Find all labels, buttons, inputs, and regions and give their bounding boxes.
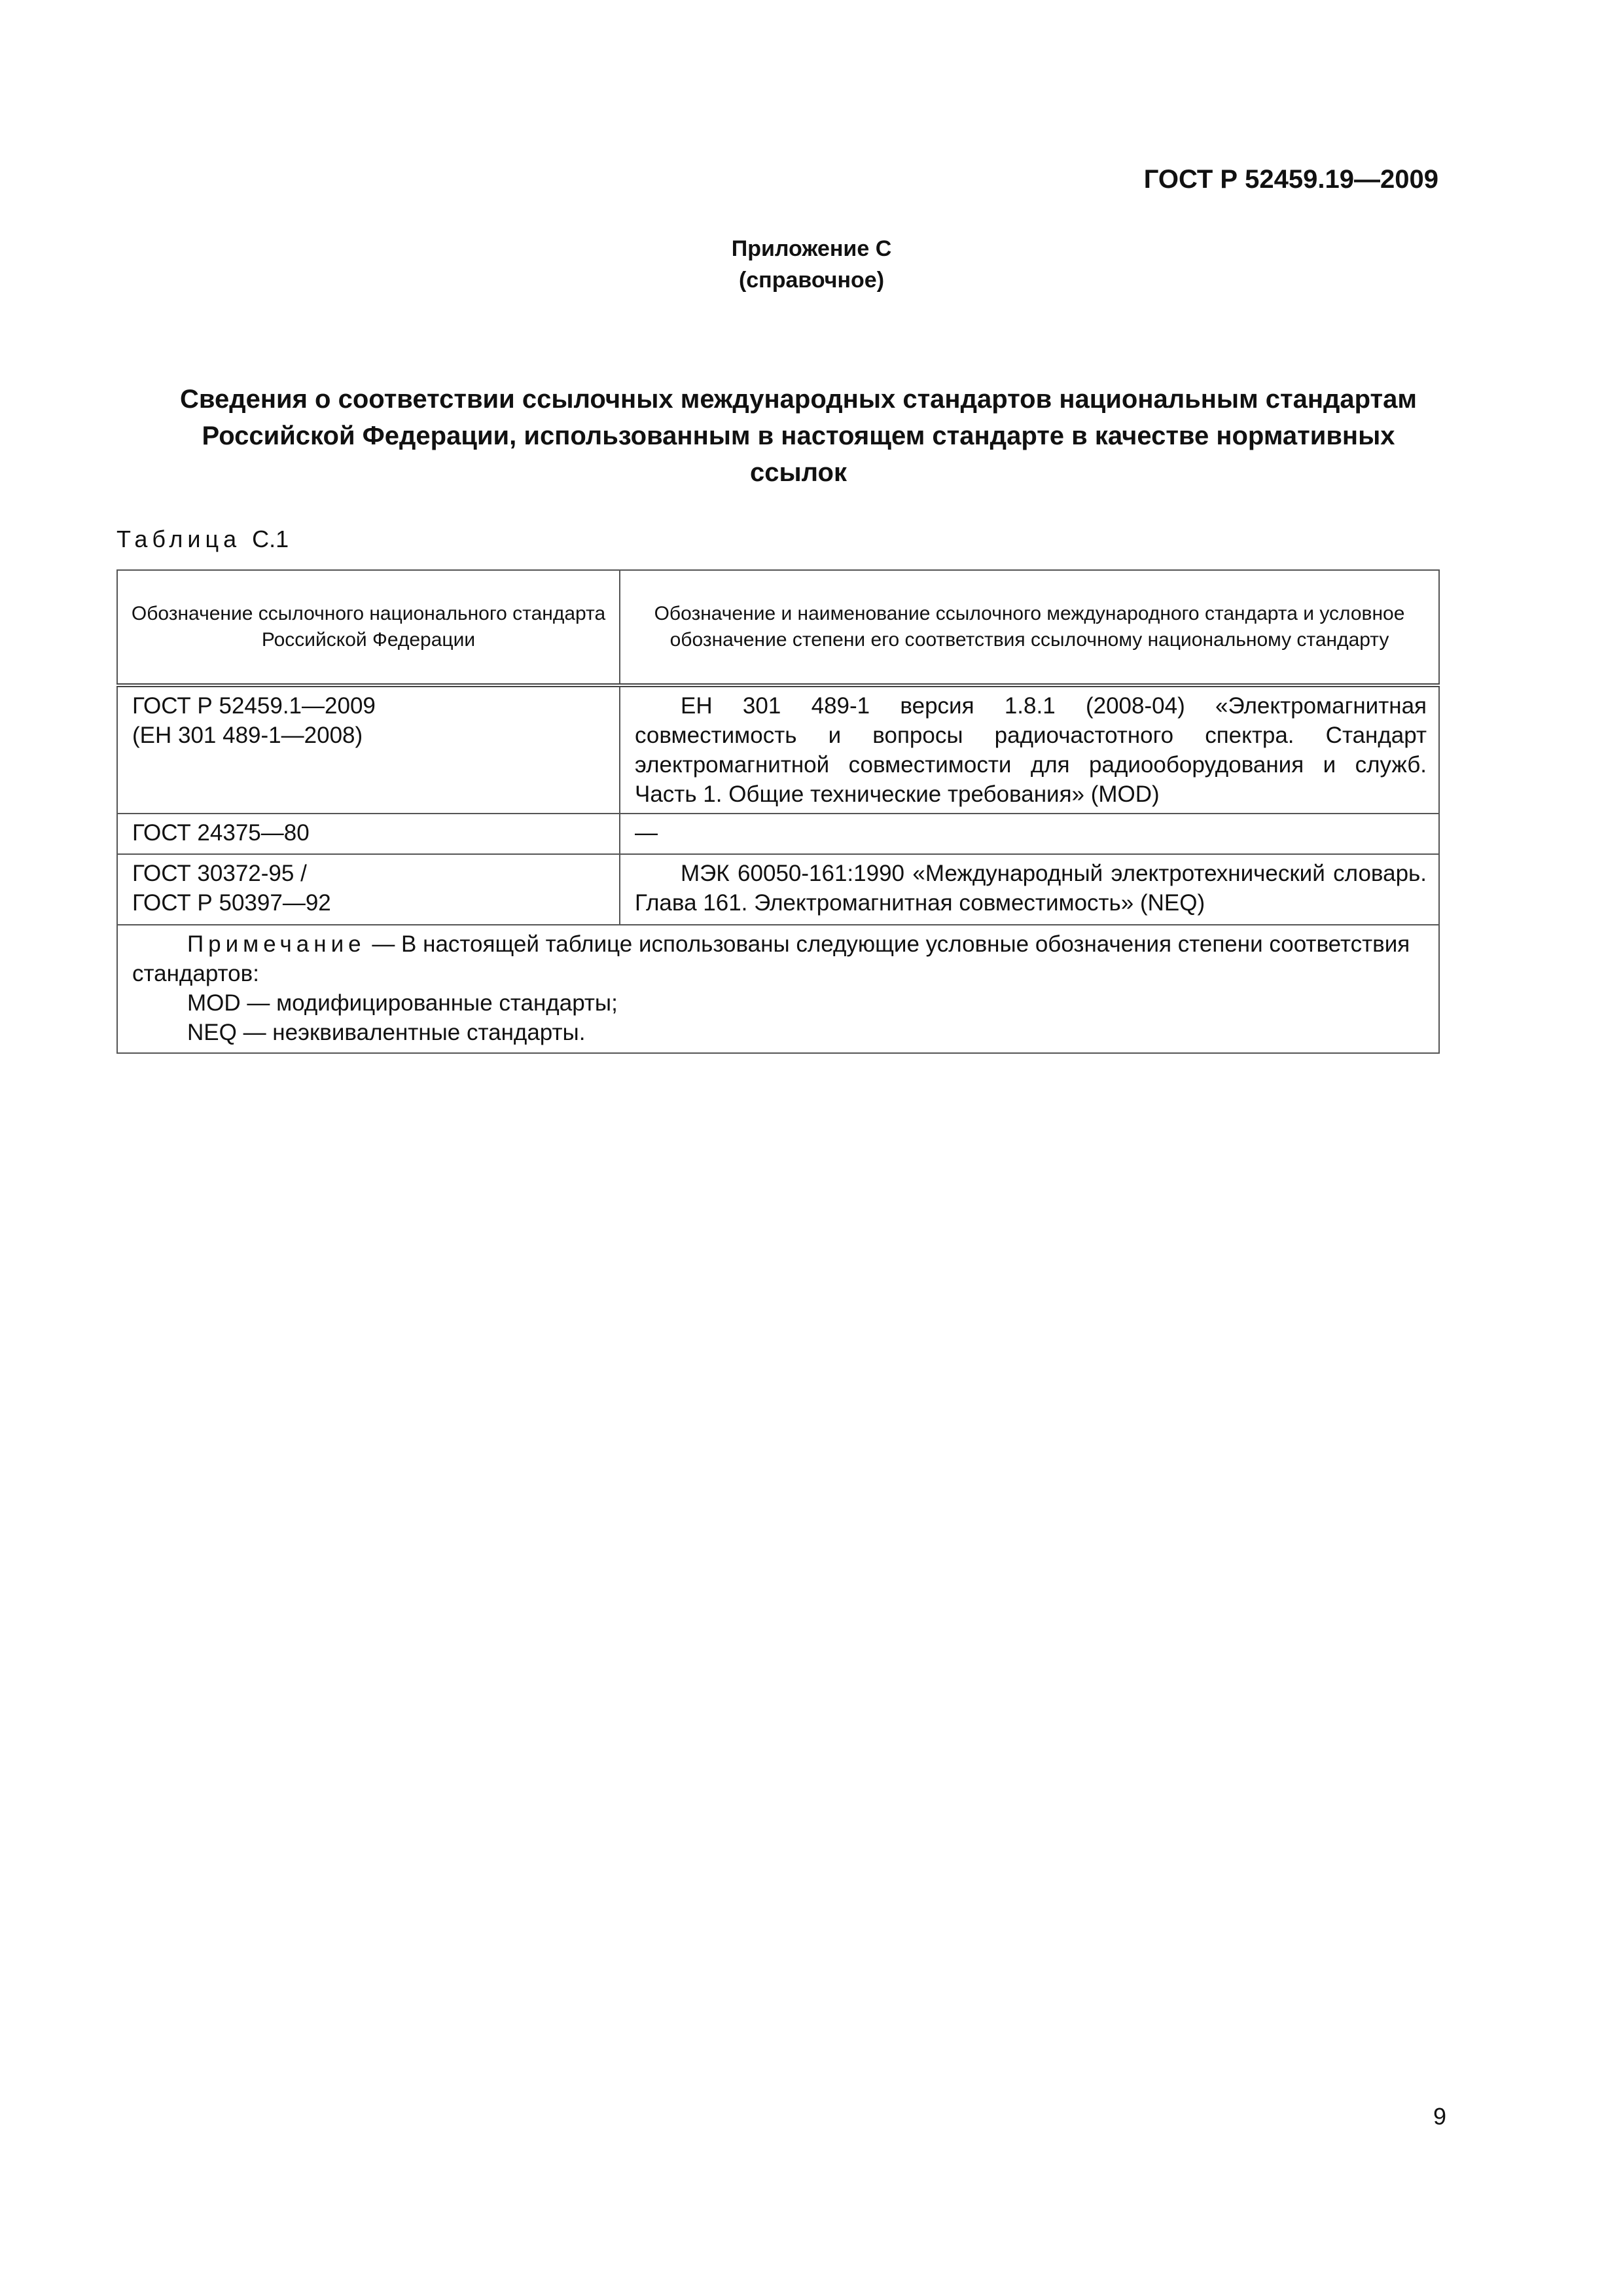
reference-standards-table (116, 569, 1440, 1054)
note-item-neq: NEQ — неэквивалентные стандарты. (187, 1020, 586, 1045)
section-title-line: ссылок (750, 458, 847, 487)
document-code-header: ГОСТ Р 52459.19—2009 (1143, 165, 1438, 194)
table-row (117, 685, 1439, 814)
appendix-label: Приложение С (731, 236, 892, 261)
table-note-row (117, 925, 1439, 1053)
note-item-mod: MOD — модифицированные стандарты; (187, 990, 618, 1016)
note-text: — В настоящей таблице использованы следующие условные обозначения степени соответствия стандартов: (132, 931, 1410, 986)
section-title-line: Российской Федерации, использованным в настоящем стандарте в качестве нормативных (202, 422, 1395, 450)
table-caption-number: С.1 (252, 526, 289, 552)
national-standard-code: ГОСТ 24375—80 (132, 820, 310, 846)
page-number: 9 (1433, 2103, 1446, 2130)
column-header-national: Обозначение ссылочного национального стандарта Российской Федерации (117, 570, 620, 685)
appendix-heading (0, 233, 1623, 296)
appendix-kind: (справочное) (738, 268, 885, 293)
table-caption (116, 524, 289, 555)
national-standard-code: ГОСТ 30372-95 / (132, 861, 307, 886)
table-header-row (117, 570, 1439, 685)
international-standard-cell: — (620, 814, 1439, 854)
national-standard-code: (ЕН 301 489-1—2008) (132, 723, 363, 748)
section-title (105, 381, 1492, 491)
international-standard-cell: МЭК 60050-161:1990 «Международный электротехнический словарь. Глава 161. Электромагнитная совместимость» (NEQ) (620, 854, 1439, 925)
table-row (117, 854, 1439, 925)
international-standard-cell: ЕН 301 489-1 версия 1.8.1 (2008-04) «Электромагнитная совместимость и вопросы радиочастотного спектра. Стандарт электромагнитной совместимости для радиооборудования и служб. Часть 1. Общие технические требования» (MOD) (620, 685, 1439, 814)
column-header-international: Обозначение и наименование ссылочного международного стандарта и условное обозначение степени его соответствия ссылочному национальному стандарту (620, 570, 1439, 685)
national-standard-code: ГОСТ Р 52459.1—2009 (132, 693, 376, 719)
table-caption-word: Таблица (116, 526, 241, 552)
table-row (117, 814, 1439, 854)
section-title-line: Сведения о соответствии ссылочных международных стандартов национальным стандартам (180, 385, 1417, 414)
national-standard-cell (117, 685, 620, 814)
note-label: Примечание (187, 931, 366, 957)
national-standard-code: ГОСТ Р 50397—92 (132, 890, 331, 916)
national-standard-cell (117, 814, 620, 854)
table-note (117, 925, 1439, 1053)
note-intro (132, 929, 1427, 988)
national-standard-cell (117, 854, 620, 925)
